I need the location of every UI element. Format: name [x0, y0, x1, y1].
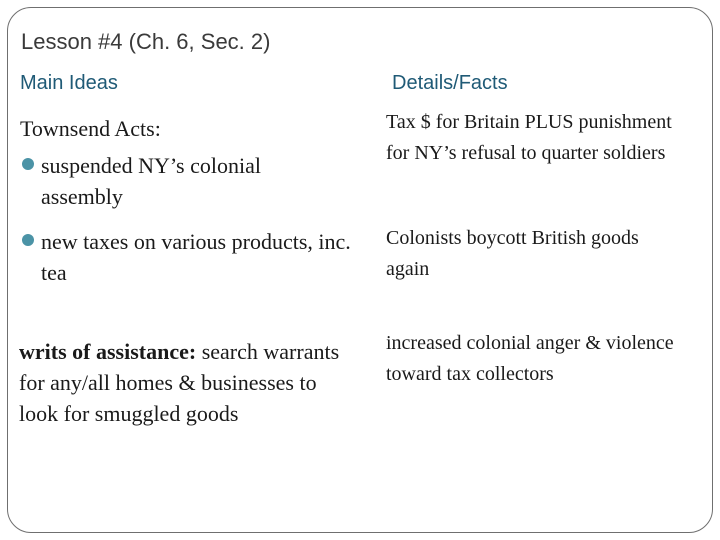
detail-colonial-anger: increased colonial anger & violence toward tax collectors	[386, 332, 674, 385]
detail-boycott: Colonists boycott British goods again	[386, 227, 639, 280]
writs-heading: writs of assistance:	[19, 339, 197, 364]
bullet-item-colonial-assembly: suspended NY’s colonial assembly	[41, 153, 261, 209]
bullet-item-new-taxes: new taxes on various products, inc. tea	[41, 229, 351, 285]
writs-text: search warrants for any/all homes & businesses to look for smuggled goods	[19, 339, 340, 426]
bullet-dot-icon	[22, 158, 34, 170]
main-ideas-header: Main Ideas	[20, 72, 118, 94]
writs-of-assistance-block	[19, 336, 351, 429]
detail-tax-britain: Tax $ for Britain PLUS punishment for NY’s refusal to quarter soldiers	[386, 111, 672, 164]
slide-title: Lesson #4 (Ch. 6, Sec. 2)	[21, 29, 271, 54]
details-facts-header: Details/Facts	[392, 72, 508, 94]
bullet-dot-icon	[22, 234, 34, 246]
townsend-acts-heading: Townsend Acts:	[20, 116, 161, 141]
